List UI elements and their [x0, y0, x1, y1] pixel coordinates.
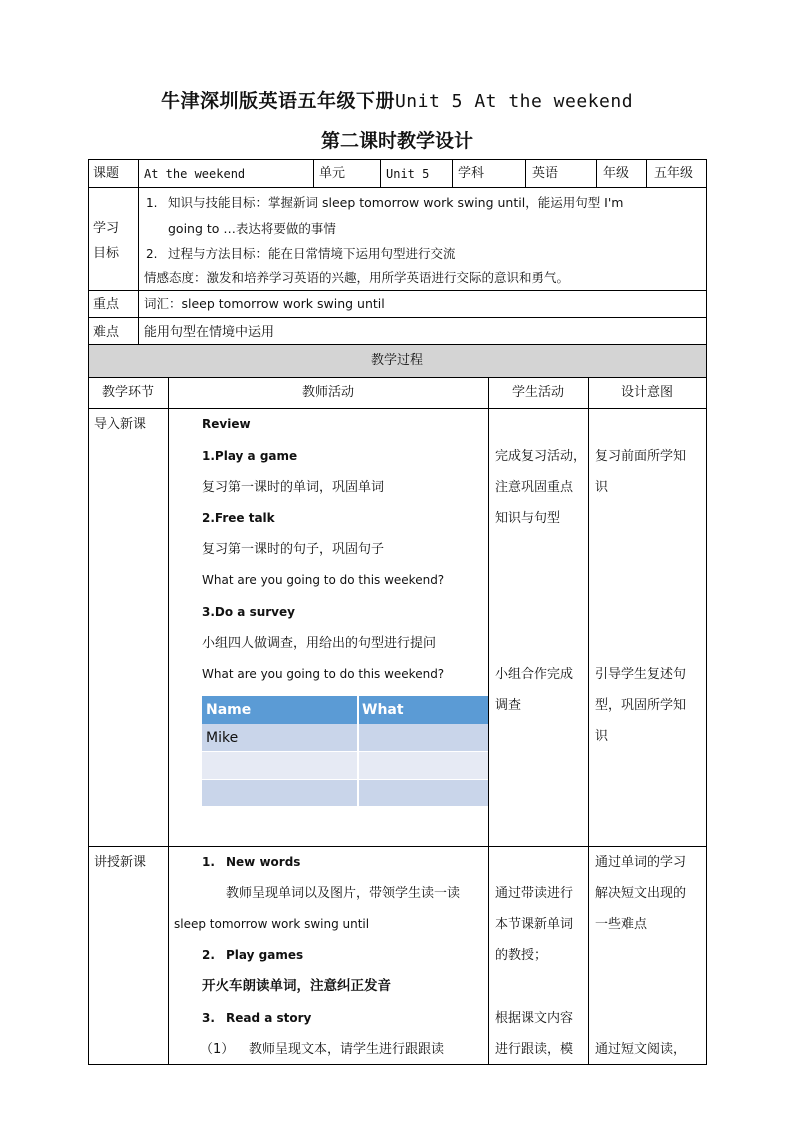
survey-col-name: Name — [206, 702, 252, 718]
col-header-design: 设计意图 — [620, 385, 673, 400]
stage2-student-line: 进行跟读，模 — [495, 1042, 574, 1057]
free-talk-desc: 复习第一课时的句子，巩固句子 — [202, 542, 385, 557]
table-border — [88, 187, 707, 188]
stage-2-name: 讲授新课 — [94, 855, 147, 870]
table-border — [596, 159, 597, 188]
objective-1-continued: going to …表达将要做的事情 — [168, 221, 336, 236]
free-talk-heading: 2.Free talk — [202, 511, 275, 525]
stage2-design-line: 一些难点 — [595, 917, 648, 932]
table-border — [88, 377, 707, 378]
stage2-design-line: 解决短文出现的 — [595, 886, 687, 901]
stage1-student-line: 小组合作完成 — [495, 667, 574, 682]
stage1-design-line: 复习前面所学知 — [595, 449, 687, 464]
table-border — [88, 344, 707, 345]
subject-value: 英语 — [532, 166, 559, 181]
table-border — [313, 159, 314, 188]
read-story-number: 3. — [202, 1011, 215, 1025]
table-border — [452, 159, 453, 188]
objective-2-text: 过程与方法目标：能在日常情境下运用句型进行交流 — [168, 246, 456, 261]
stage1-design-line: 型，巩固所学知 — [595, 698, 687, 713]
read-story-sub-number: （1） — [200, 1042, 235, 1057]
table-border — [88, 159, 707, 160]
topic-label: 课题 — [93, 166, 120, 181]
table-border — [488, 377, 489, 1065]
table-border — [88, 290, 707, 291]
stage1-student-line: 知识与句型 — [495, 511, 561, 526]
topic-value: At the weekend — [144, 167, 246, 181]
survey-table-row-divider — [202, 779, 488, 780]
unit-value: Unit 5 — [386, 167, 430, 181]
read-story-heading: Read a story — [226, 1011, 312, 1025]
col-header-student: 学生活动 — [511, 385, 564, 400]
stage2-student-line: 本节课新单词 — [495, 917, 574, 932]
new-words-desc: 教师呈现单词以及图片，带领学生读一读 — [226, 886, 461, 901]
objective-3-text: 情感态度：激发和培养学习英语的兴趣，用所学英语进行交际的意识和勇气。 — [144, 270, 570, 285]
stage2-design-line: 通过短文阅读， — [595, 1042, 687, 1057]
table-border — [706, 159, 707, 1065]
table-border — [588, 377, 589, 1065]
table-border — [88, 408, 707, 409]
read-story-sub-text: 教师呈现文本，请学生进行跟跟读 — [249, 1042, 445, 1057]
key-points-label: 重点 — [93, 297, 120, 312]
stage2-student-line: 根据课文内容 — [495, 1011, 574, 1026]
objective-1-number: 1. — [146, 196, 158, 210]
play-games-desc: 开火车朗读单词，注意纠正发音 — [202, 978, 391, 994]
table-border — [646, 159, 647, 188]
survey-question: What are you going to do this weekend? — [202, 667, 445, 681]
table-border — [88, 317, 707, 318]
objective-1-text: 知识与技能目标：掌握新词 sleep tomorrow work swing until，能运用句型 I'm — [168, 195, 624, 210]
stage2-design-line: 通过单词的学习 — [595, 855, 687, 870]
stage1-student-line: 调查 — [495, 698, 522, 713]
difficulty-label: 难点 — [93, 325, 120, 340]
survey-table-row-bg — [202, 780, 488, 806]
stage-1-name: 导入新课 — [94, 417, 147, 432]
objectives-label-1: 学习 — [93, 221, 120, 236]
new-words-number: 1. — [202, 855, 215, 869]
grade-value: 五年级 — [654, 166, 694, 181]
survey-heading: 3.Do a survey — [202, 605, 295, 619]
survey-cell: Mike — [206, 730, 239, 746]
stage1-student-line: 完成复习活动， — [495, 449, 587, 464]
table-border — [88, 159, 89, 1065]
play-games-number: 2. — [202, 948, 215, 962]
stage1-design-line: 识 — [595, 480, 609, 495]
stage1-design-line: 识 — [595, 729, 609, 744]
play-game-desc: 复习第一课时的单词，巩固单词 — [202, 480, 385, 495]
review-heading: Review — [202, 417, 251, 431]
table-border — [88, 846, 707, 847]
play-games-heading: Play games — [226, 948, 304, 962]
play-game-heading: 1.Play a game — [202, 449, 298, 463]
process-section-title: 教学过程 — [370, 353, 423, 368]
survey-desc: 小组四人做调查，用给出的句型进行提问 — [202, 636, 437, 651]
survey-table-row-divider — [202, 751, 488, 752]
stage2-student-line: 的教授； — [495, 948, 548, 963]
new-words-heading: New words — [226, 855, 301, 869]
document-subtitle: 第二课时教学设计 — [320, 130, 473, 152]
table-border — [168, 377, 169, 1065]
free-talk-question: What are you going to do this weekend? — [202, 573, 445, 587]
unit-label: 单元 — [319, 166, 346, 181]
stage2-student-line: 通过带读进行 — [495, 886, 574, 901]
table-border — [88, 1064, 707, 1065]
objective-2-number: 2. — [146, 247, 158, 261]
document-title — [0, 86, 794, 113]
table-border — [380, 159, 381, 188]
survey-table-row-bg — [202, 724, 488, 752]
title-chinese: 牛津深圳版英语五年级下册 — [160, 90, 395, 112]
survey-table-row-bg — [202, 752, 488, 780]
col-header-stage: 教学环节 — [101, 385, 154, 400]
new-words-list: sleep tomorrow work swing until — [174, 917, 370, 931]
title-english: Unit 5 At the weekend — [394, 91, 634, 112]
stage1-design-line: 引导学生复述句 — [595, 667, 687, 682]
grade-label: 年级 — [603, 166, 630, 181]
objectives-label-2: 目标 — [93, 246, 120, 261]
key-points-value: 词汇：sleep tomorrow work swing until — [144, 296, 385, 311]
table-border — [525, 159, 526, 188]
stage1-student-line: 注意巩固重点 — [495, 480, 574, 495]
survey-col-what: What — [362, 702, 404, 718]
difficulty-value: 能用句型在情境中运用 — [144, 325, 275, 340]
subject-label: 学科 — [458, 166, 485, 181]
col-header-teacher: 教师活动 — [301, 385, 354, 400]
table-border — [138, 159, 139, 345]
